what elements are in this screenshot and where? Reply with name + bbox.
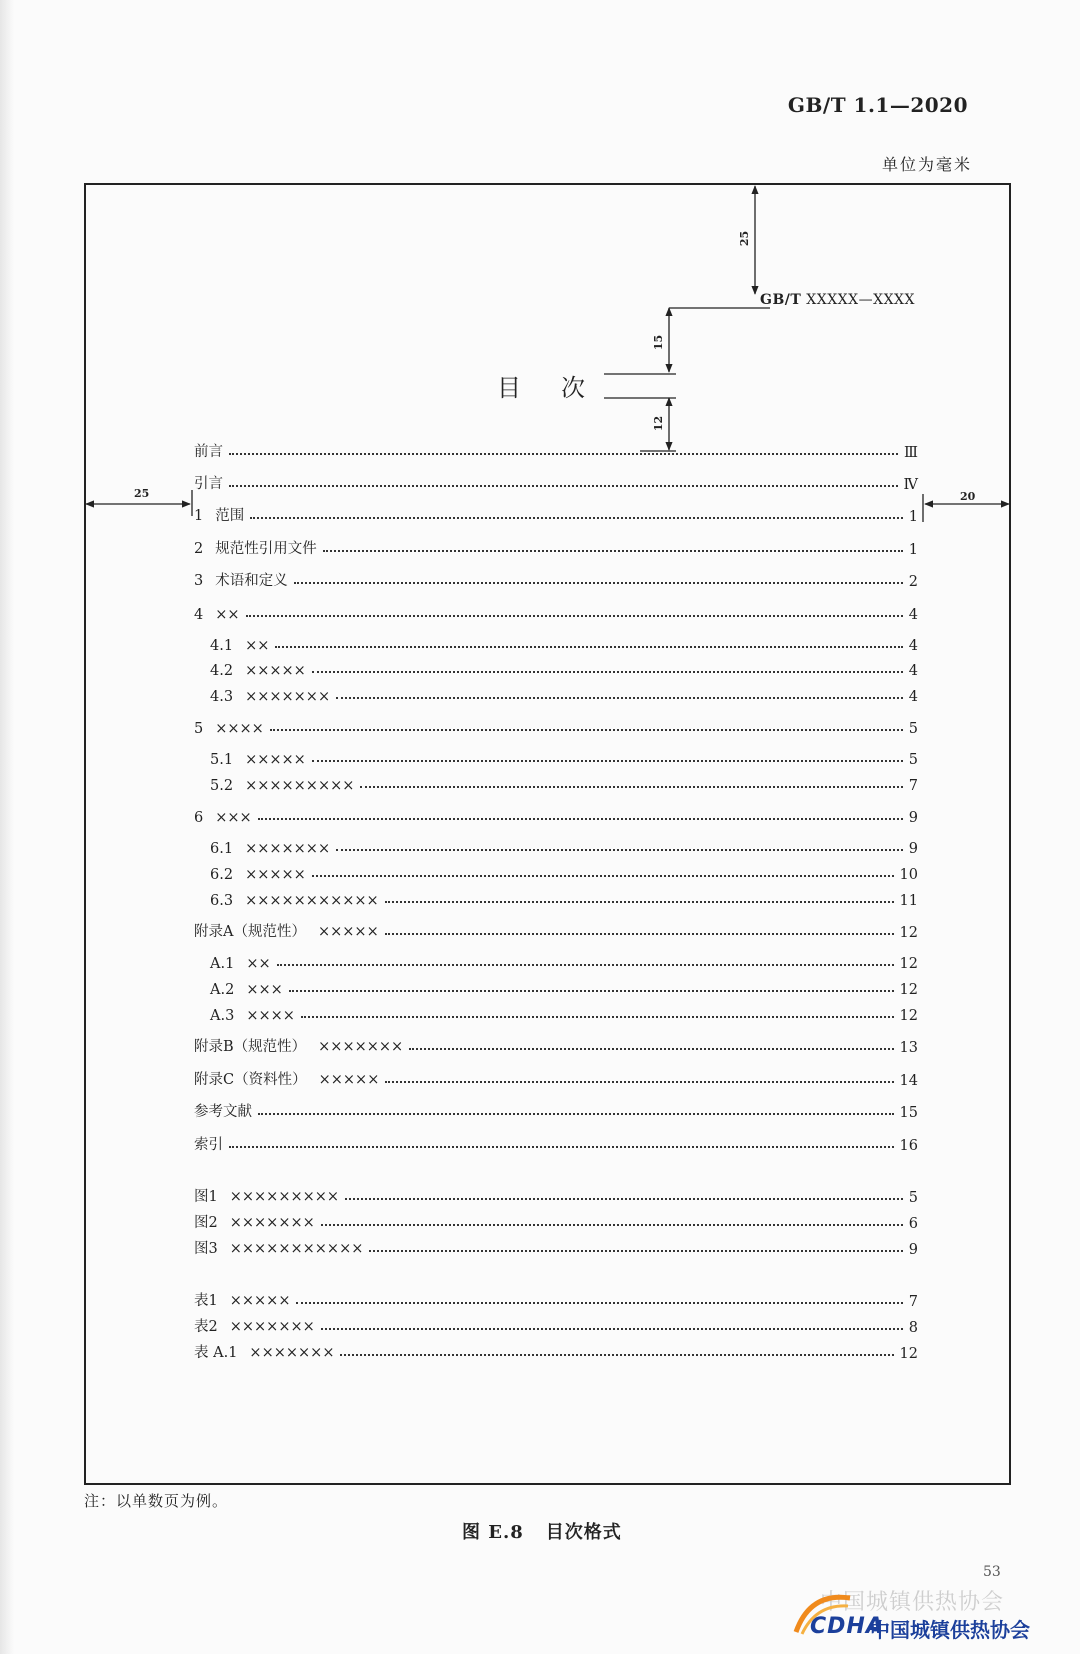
toc-entry-label — [210, 638, 269, 654]
note: 注：以单数页为例。 — [84, 1492, 229, 1510]
toc-leader-dots — [340, 1353, 893, 1356]
toc-entry-text: ××××××××× — [245, 778, 355, 794]
toc-entry-number: 2 — [194, 541, 204, 557]
toc-leader-dots — [369, 1249, 902, 1252]
toc-entry-label — [194, 607, 240, 623]
toc-entry-number: 附录A（规范性） — [194, 924, 306, 940]
toc-entry-page: Ⅳ — [903, 477, 918, 493]
toc-entry — [194, 536, 918, 558]
toc-entry-text: ××××× — [229, 1293, 291, 1309]
toc-leader-dots — [258, 817, 903, 820]
toc-entry-text: ××××××××× — [229, 1189, 340, 1205]
toc-entry-page: 4 — [908, 689, 918, 705]
figure-caption — [462, 1518, 622, 1544]
toc-entry-page: 8 — [908, 1320, 918, 1336]
toc-entry-label — [194, 1237, 363, 1258]
toc-leader-dots — [246, 614, 903, 617]
toc-entry-label — [194, 504, 244, 525]
toc-leader-dots — [321, 1327, 903, 1330]
toc-entry-text: ×× — [215, 607, 240, 623]
toc-entry-text: 术语和定义 — [215, 573, 288, 589]
toc-entry-page: 9 — [908, 841, 918, 857]
toc-entry-page: 7 — [908, 778, 918, 794]
toc-entry — [194, 919, 918, 941]
toc-entry-page: 12 — [899, 956, 918, 972]
toc-entry-page: 12 — [899, 925, 918, 941]
toc-leader-dots — [360, 785, 902, 788]
toc-entry-label — [194, 1289, 290, 1310]
toc-entry — [210, 835, 918, 857]
toc-entry-label — [194, 1315, 315, 1336]
toc-entry-text: 索引 — [194, 1137, 223, 1153]
toc-entry-text: ××××××× — [245, 689, 331, 705]
toc-entry — [210, 657, 918, 679]
toc-entry — [194, 1067, 918, 1089]
toc-entry-page: 9 — [908, 810, 918, 826]
toc-entry-label — [194, 569, 288, 590]
toc-leader-dots — [336, 696, 903, 699]
toc-entry-label — [194, 1068, 379, 1089]
toc-entry-page: 4 — [908, 638, 918, 654]
toc-entry-label — [210, 867, 306, 883]
toc-entry — [210, 632, 918, 654]
toc-entry — [194, 804, 918, 826]
toc-entry-page: 14 — [899, 1073, 918, 1089]
toc-entry-label — [210, 689, 330, 705]
logo-caption: 中国城镇供热协会 — [870, 1618, 1030, 1642]
toc-entry-text: ××××××× — [229, 1319, 315, 1335]
toc-entry-number: 6.2 — [210, 867, 234, 883]
toc-entry-page: 5 — [908, 1190, 918, 1206]
toc-entry — [194, 1184, 918, 1206]
toc-leader-dots — [385, 1080, 893, 1083]
dim-left-label: 25 — [134, 487, 150, 500]
toc-entry-label — [194, 1341, 334, 1362]
toc-entry-label — [194, 1133, 223, 1154]
toc-entry — [194, 1288, 918, 1310]
toc-entry — [210, 1002, 918, 1024]
toc-entry-text: ×××× — [246, 1008, 295, 1024]
toc-entry-page: 9 — [908, 1242, 918, 1258]
inner-doc-id-prefix: GB/T — [760, 292, 802, 308]
toc-entry — [194, 1132, 918, 1154]
toc-entry-label — [194, 1211, 315, 1232]
toc-entry-text: 前言 — [194, 444, 223, 460]
toc-entry-page: Ⅲ — [904, 445, 918, 461]
toc-entry-text: ××××× — [317, 924, 379, 940]
toc-leader-dots — [258, 1112, 894, 1115]
logo-text: CDHA — [810, 1614, 884, 1639]
toc-entry-page: 4 — [908, 607, 918, 623]
toc-leader-dots — [229, 1145, 894, 1148]
toc-entry-text: 规范性引用文件 — [215, 541, 317, 557]
toc-entry — [210, 976, 918, 998]
toc-entry-page: 2 — [908, 574, 918, 590]
toc-entry-number: 图1 — [194, 1189, 218, 1205]
toc-entry-number: A.1 — [210, 956, 235, 972]
toc-entry-label — [210, 1008, 295, 1024]
toc-entry-page: 6 — [908, 1216, 918, 1232]
toc-entry — [210, 950, 918, 972]
toc-entry-label — [210, 982, 283, 998]
toc-entry-label — [194, 472, 223, 493]
toc-entry-label — [210, 956, 271, 972]
toc-entry-label — [194, 721, 264, 737]
toc-leader-dots — [312, 874, 894, 877]
toc-entry-page: 13 — [899, 1040, 918, 1056]
unit-note: 单位为毫米 — [881, 155, 972, 174]
toc-entry-text: 引言 — [194, 476, 223, 492]
toc-entry-text: ××××××× — [249, 1345, 335, 1361]
standard-id: GB/T 1.1—2020 — [787, 93, 968, 117]
toc-entry-page: 1 — [908, 509, 918, 525]
toc-leader-dots — [296, 1301, 902, 1304]
toc-entry-label — [210, 893, 379, 909]
dim-title-gap-label: 12 — [652, 415, 666, 432]
toc-entry-number: 6 — [194, 810, 204, 826]
toc-entry-text: ××××××××××× — [229, 1241, 364, 1257]
toc-entry-number: 1 — [194, 508, 204, 524]
inner-doc-id-suffix: XXXXX—XXXX — [801, 292, 915, 308]
toc-leader-dots — [336, 848, 903, 851]
toc-entry-text: 范围 — [215, 508, 245, 524]
toc-entry — [194, 601, 918, 623]
dim-id-gap-label: 15 — [652, 334, 666, 351]
toc-leader-dots — [385, 932, 894, 935]
toc-entry-label — [210, 841, 330, 857]
toc-entry-number: 图3 — [194, 1241, 218, 1257]
toc-entry — [194, 503, 918, 525]
toc-entry — [194, 1099, 918, 1121]
toc-entry-number: 5.1 — [210, 752, 234, 768]
toc-entry — [194, 1314, 918, 1336]
toc-leader-dots — [294, 581, 903, 584]
toc-leader-dots — [277, 963, 894, 966]
toc-entry-number: 3 — [194, 573, 204, 589]
toc-entry-label — [194, 1100, 252, 1121]
toc-entry — [194, 568, 918, 590]
toc-entry-label — [194, 537, 317, 558]
toc-entry-number: 图2 — [194, 1215, 218, 1231]
toc-leader-dots — [270, 728, 903, 731]
toc-entry-text: ××××× — [245, 663, 306, 679]
toc-entry — [194, 439, 918, 461]
toc-entry-text: 参考文献 — [194, 1104, 252, 1120]
toc-entry — [194, 1236, 918, 1258]
toc-leader-dots — [385, 900, 894, 903]
toc-entry — [210, 772, 918, 794]
dim-top-label: 25 — [738, 230, 752, 247]
toc-entry-page: 5 — [908, 752, 918, 768]
toc-entry-number: 表1 — [194, 1293, 218, 1309]
toc-entry-page: 11 — [899, 893, 918, 909]
toc-entry-number: 附录C（资料性） — [194, 1072, 307, 1088]
toc-entry-page: 12 — [899, 1008, 918, 1024]
toc-entry-text: ××× — [246, 982, 283, 998]
toc-entry-page: 10 — [899, 867, 918, 883]
toc-entry-number: 4.1 — [210, 638, 234, 654]
toc-entry-text: ×× — [245, 638, 270, 654]
toc-entry-number: 附录B（规范性） — [194, 1039, 307, 1055]
toc-leader-dots — [301, 1015, 894, 1018]
toc-leader-dots — [345, 1197, 903, 1200]
toc-entry-number: 4 — [194, 607, 204, 623]
toc-entry-label — [210, 752, 306, 768]
toc-entry-number: 4.2 — [210, 663, 234, 679]
toc-entry-page: 12 — [899, 982, 918, 998]
toc-leader-dots — [312, 759, 903, 762]
page-number: 53 — [983, 1564, 1001, 1580]
toc-entry-text: ××××××× — [318, 1039, 404, 1055]
toc-entry-label — [194, 810, 252, 826]
toc-entry-page: 15 — [899, 1105, 918, 1121]
toc-entry — [194, 1340, 918, 1362]
toc-leader-dots — [275, 645, 902, 648]
toc-entry-number: 表 A.1 — [194, 1345, 238, 1361]
toc-leader-dots — [229, 484, 898, 487]
toc-leader-dots — [323, 549, 903, 552]
toc-entry-text: ××××× — [245, 867, 306, 883]
toc-entry — [210, 887, 918, 909]
toc-entry-page: 5 — [908, 721, 918, 737]
toc-entry-text: ×× — [246, 956, 271, 972]
toc-entry-label — [194, 440, 223, 461]
toc-leader-dots — [250, 516, 903, 519]
toc-entry-label — [194, 920, 379, 941]
toc-entry-label — [210, 778, 354, 794]
toc-entry-label — [210, 663, 306, 679]
toc-entry — [194, 1210, 918, 1232]
toc-leader-dots — [229, 452, 898, 455]
toc-entry-page: 7 — [908, 1294, 918, 1310]
toc-entry-label — [194, 1185, 339, 1206]
toc-entry — [210, 861, 918, 883]
toc-entry-text: ××××××××××× — [245, 893, 379, 909]
dim-right-label: 20 — [960, 490, 976, 503]
toc-entry-text: ×××× — [215, 721, 264, 737]
toc-entry-number: 5.2 — [210, 778, 234, 794]
toc-title: 目次 — [497, 374, 625, 402]
toc-entry-number: A.3 — [210, 1008, 235, 1024]
toc-entry — [194, 471, 918, 493]
toc-entry-number: 5 — [194, 721, 204, 737]
watermark-text: 中国城镇供热协会 — [820, 1590, 1005, 1615]
toc-entry-number: 表2 — [194, 1319, 218, 1335]
toc-entry-number: 6.1 — [210, 841, 234, 857]
inner-doc-id — [760, 292, 915, 308]
toc-entry-number: A.2 — [210, 982, 235, 998]
toc-entry-label — [194, 1035, 403, 1056]
figure-title: 目次格式 — [545, 1522, 622, 1543]
toc-entry-page: 4 — [908, 663, 918, 679]
toc-leader-dots — [321, 1223, 903, 1226]
toc-entry-text: ××××××× — [245, 841, 331, 857]
toc-entry-page: 16 — [899, 1138, 918, 1154]
figure-number: 图 E.8 — [462, 1522, 524, 1543]
toc-entry-page: 12 — [899, 1346, 918, 1362]
toc-entry-text: ××××× — [318, 1072, 380, 1088]
toc-entry — [194, 715, 918, 737]
toc-entry-text: ××× — [215, 810, 252, 826]
toc-entry — [194, 1034, 918, 1056]
toc-entry — [210, 746, 918, 768]
toc-entry-number: 6.3 — [210, 893, 234, 909]
toc-entry-text: ××××××× — [229, 1215, 315, 1231]
toc-leader-dots — [289, 989, 894, 992]
toc-entry-number: 4.3 — [210, 689, 234, 705]
toc-entry-text: ××××× — [245, 752, 306, 768]
toc-leader-dots — [409, 1047, 893, 1050]
toc-entry-page: 1 — [908, 542, 918, 558]
toc-leader-dots — [312, 670, 903, 673]
toc-entry — [210, 683, 918, 705]
